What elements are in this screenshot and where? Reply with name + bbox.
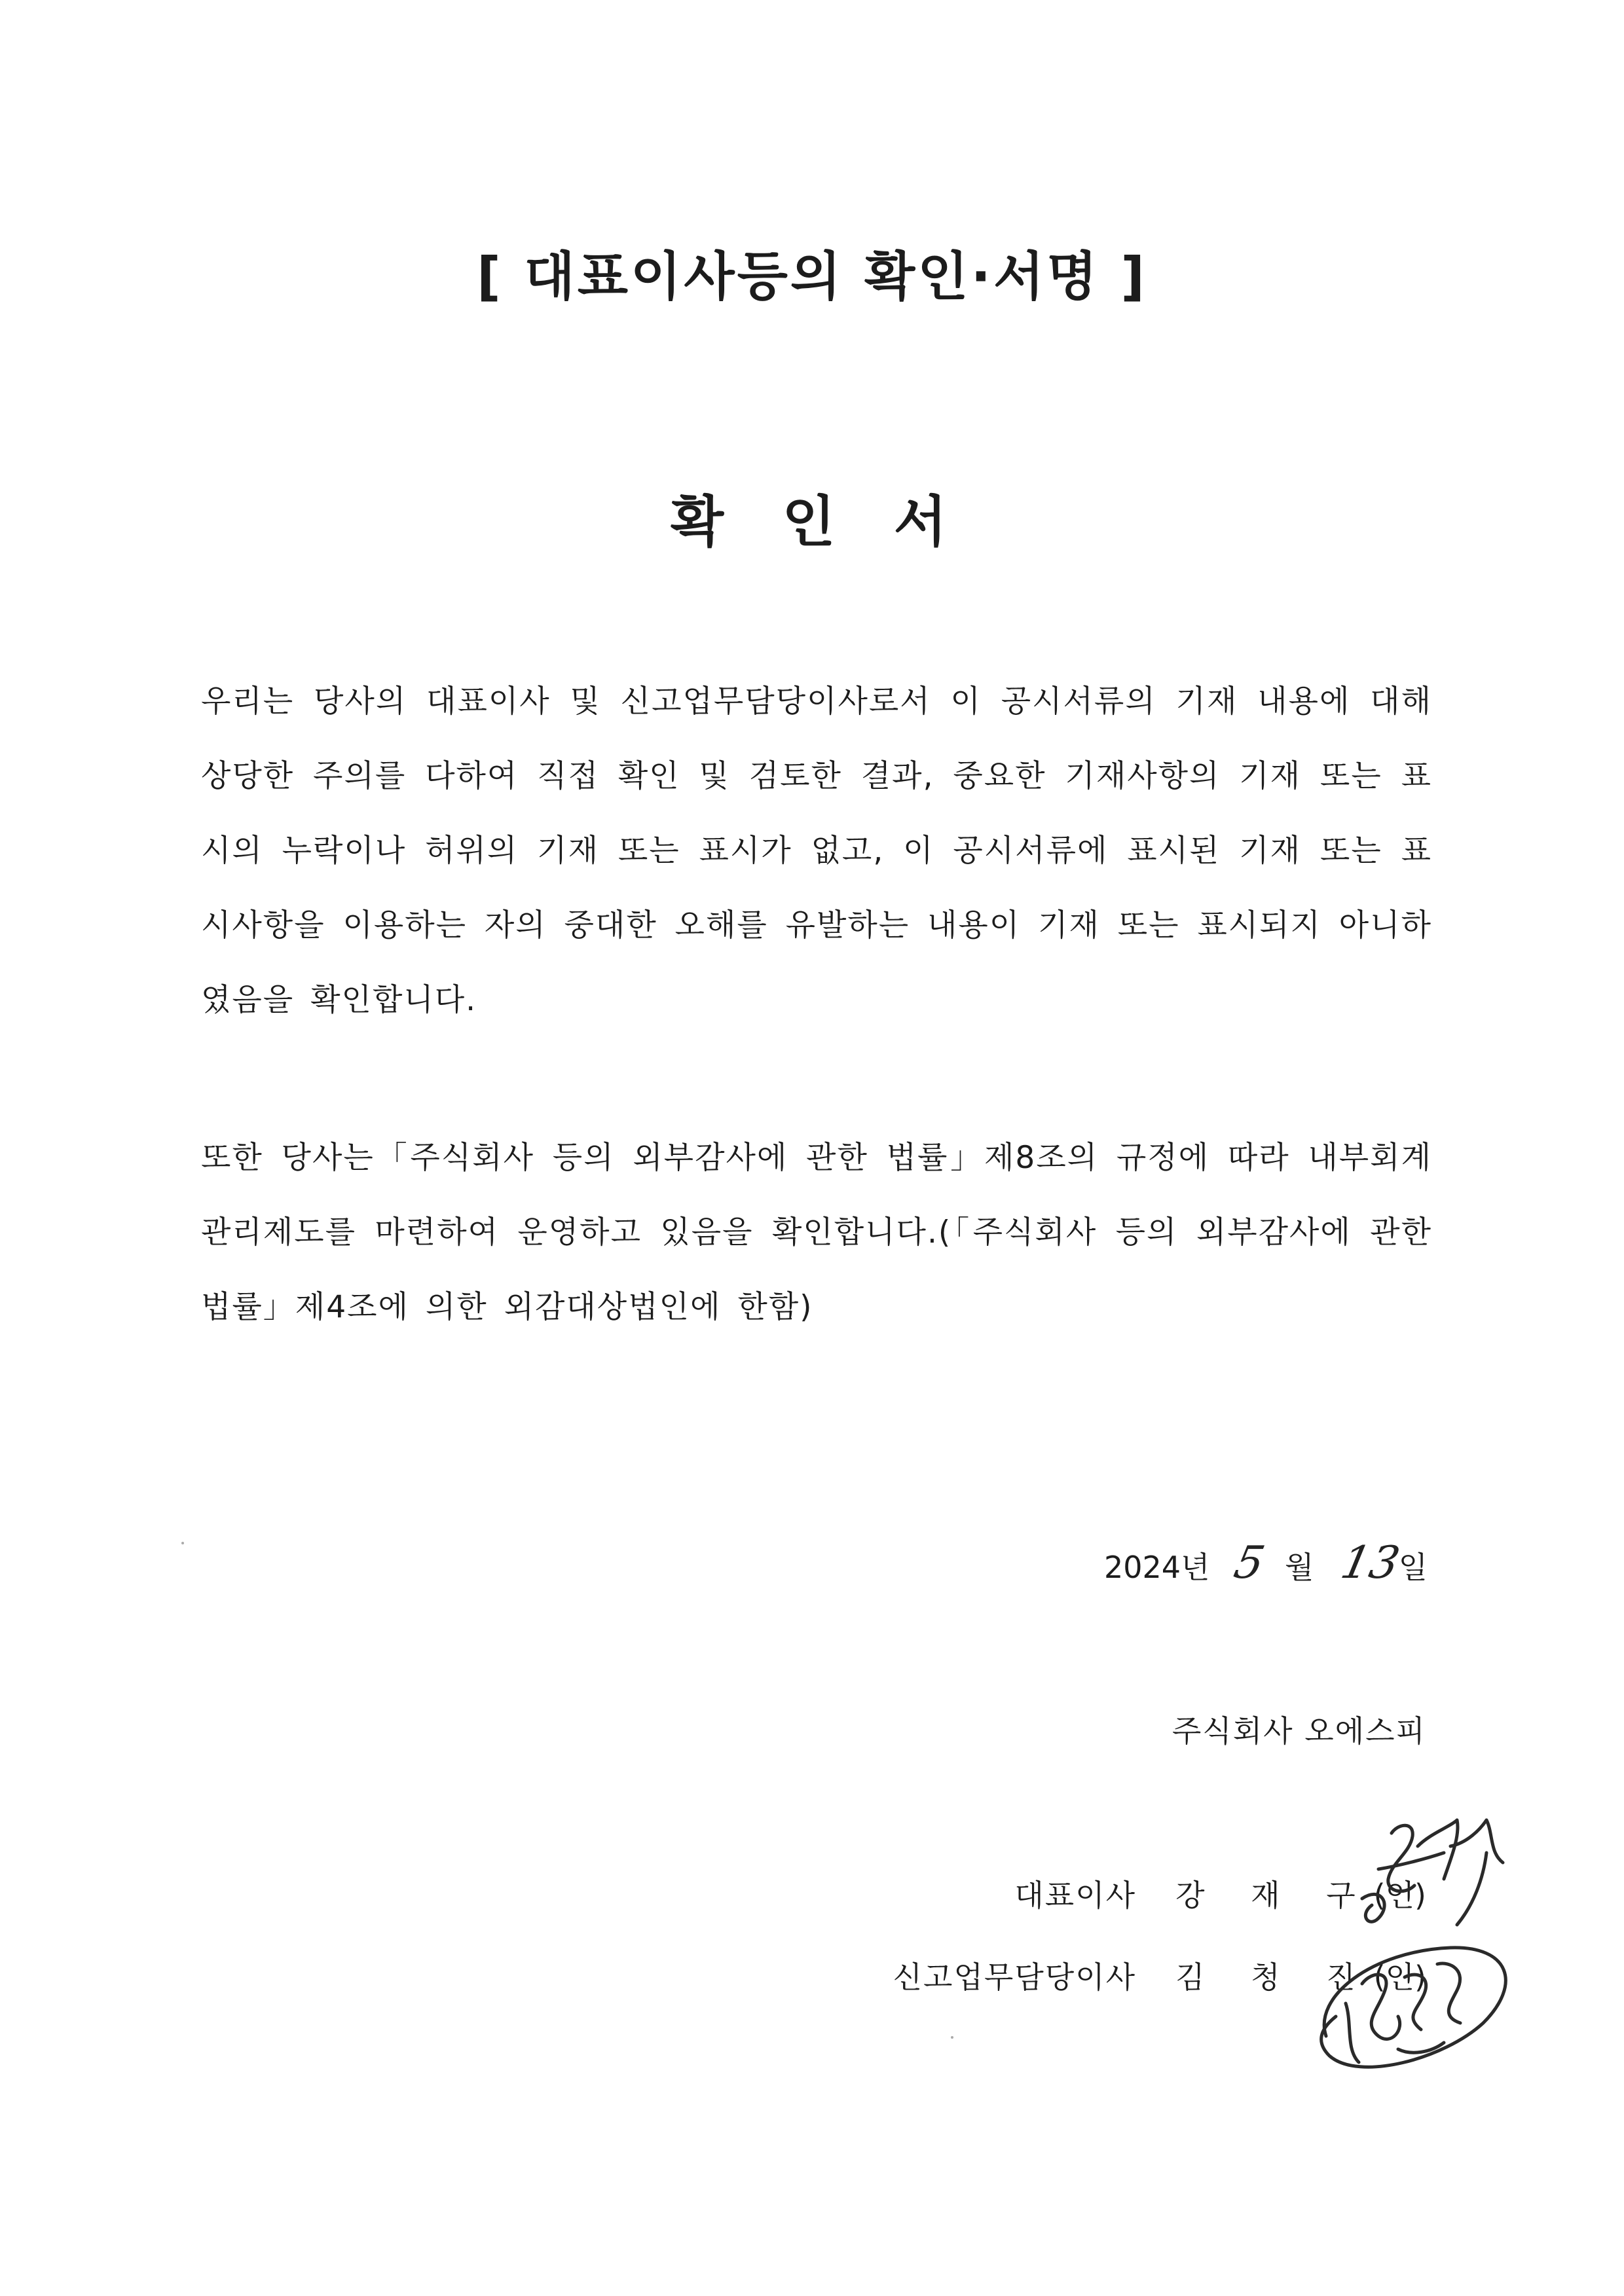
- company-name: 주식회사 오에스피: [1172, 1713, 1426, 1749]
- date-month-unit: 월: [1284, 1550, 1314, 1585]
- disclosure-officer-name: 김 청 진: [1175, 1959, 1374, 1995]
- ceo-name: 강 재 구: [1175, 1878, 1374, 1913]
- disclosure-officer-role: 신고업무담당이사: [893, 1959, 1137, 1995]
- date-year: 2024년: [1103, 1550, 1210, 1585]
- ceo-role: 대표이사: [1014, 1878, 1137, 1913]
- confirmation-paragraph: 우리는 당사의 대표이사 및 신고업무담당이사로서 이 공시서류의 기재 내용에 대해 상당한 주의를 다하여 직접 확인 및 검토한 결과, 중요한 기재사항의 기재 또는 표시의 누락이나 허위의 기재 또는 표시가 없고, 이 공시서류에 표시된 기재 또는 표시사항을 이용하는 자의 중대한 오해를 유발하는 내용이 기재 또는 표시되지 아니하였음을 확인합니다.: [201, 683, 1432, 1018]
- ceo-seal-mark: (인): [1373, 1878, 1426, 1913]
- date-day-unit: 일: [1398, 1550, 1428, 1585]
- scan-speck: [181, 1542, 184, 1544]
- date-day-handwritten: 13: [1336, 1537, 1405, 1589]
- disclosure-officer-handwritten-signature: [1300, 1925, 1522, 2095]
- internal-control-paragraph: 또한 당사는「주식회사 등의 외부감사에 관한 법률」제8조의 규정에 따라 내부회계관리제도를 마련하여 운영하고 있음을 확인합니다.(「주식회사 등의 외부감사에 관한 법률」제4조에 의한 외감대상법인에 한함): [201, 1140, 1432, 1325]
- disclosure-officer-signature-line: [893, 1951, 1426, 2003]
- ceo-signature-line: [1014, 1869, 1426, 1922]
- document-title: [ 대표이사등의 확인·서명 ]: [477, 246, 1147, 307]
- document-subtitle: 확 인 서: [671, 490, 953, 554]
- date-month-handwritten: 5: [1229, 1537, 1269, 1589]
- signing-date: [1104, 1537, 1428, 1594]
- disclosure-officer-seal-mark: (인): [1373, 1959, 1426, 1995]
- scan-speck: [951, 2036, 953, 2039]
